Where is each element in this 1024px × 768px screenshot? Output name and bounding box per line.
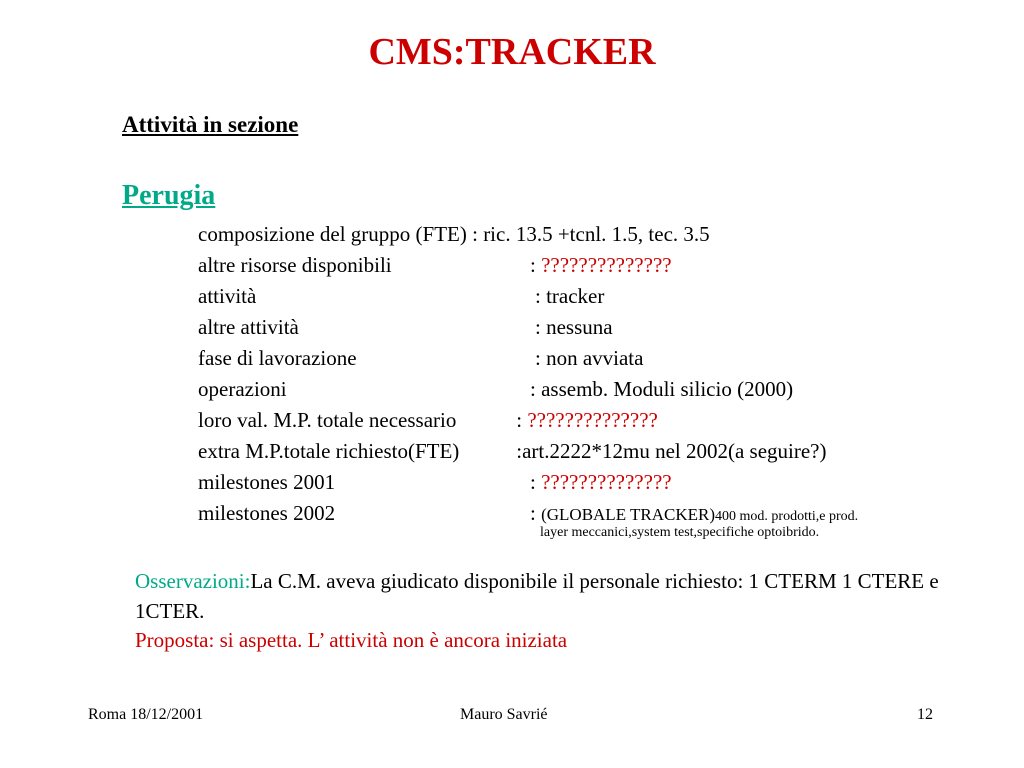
proposal: Proposta: si aspetta. L’ attività non è ancora iniziata — [135, 628, 568, 652]
detail-label: extra M.P.totale richiesto(FTE) — [198, 439, 460, 463]
detail-value: : ?????????????? — [511, 408, 658, 432]
detail-label: loro val. M.P. totale necessario — [198, 408, 457, 432]
milestones-continuation: layer meccanici,system test,specifiche optoibrido. — [540, 525, 820, 540]
detail-value: : assemb. Moduli silicio (2000) — [530, 377, 794, 401]
detail-label: milestones 2001 — [198, 470, 336, 494]
unknown-value: ?????????????? — [541, 470, 672, 494]
detail-value: : ?????????????? — [530, 253, 672, 277]
footer-author: Mauro Savrié — [460, 706, 548, 723]
unknown-value: ?????????????? — [527, 408, 658, 432]
observations-text: La C.M. aveva giudicato disponibile il personale richiesto: 1 CTERM 1 CTERE e 1CTER. — [135, 569, 939, 623]
detail-label: altre attività — [198, 315, 299, 339]
location-heading: Perugia — [122, 180, 216, 211]
detail-value: : (GLOBALE TRACKER)400 mod. prodotti,e prod. — [530, 501, 859, 525]
section-heading: Attività in sezione — [122, 112, 299, 137]
detail-value: : ?????????????? — [530, 470, 672, 494]
footer-page-number: 12 — [917, 706, 933, 723]
detail-value: :art.2222*12mu nel 2002(a seguire?) — [511, 439, 827, 463]
detail-value: : non avviata — [535, 346, 644, 370]
milestone-detail: 400 mod. prodotti,e prod. — [715, 509, 859, 524]
detail-label: operazioni — [198, 377, 287, 401]
observations — [135, 566, 1005, 626]
milestone-group: (GLOBALE TRACKER) — [541, 505, 716, 524]
footer-date: Roma 18/12/2001 — [88, 706, 204, 723]
detail-label: altre risorse disponibili — [198, 253, 392, 277]
observations-label: Osservazioni: — [135, 569, 251, 593]
detail-value: : nessuna — [535, 315, 613, 339]
detail-label: attività — [198, 284, 257, 308]
detail-label: milestones 2002 — [198, 501, 336, 525]
detail-value: : tracker — [535, 284, 605, 308]
unknown-value: ?????????????? — [541, 253, 672, 277]
detail-label: fase di lavorazione — [198, 346, 357, 370]
detail-label: composizione del gruppo (FTE) : ric. 13.5 +tcnl. 1.5, tec. 3.5 — [198, 222, 710, 246]
slide-title: CMS:TRACKER — [368, 31, 656, 73]
